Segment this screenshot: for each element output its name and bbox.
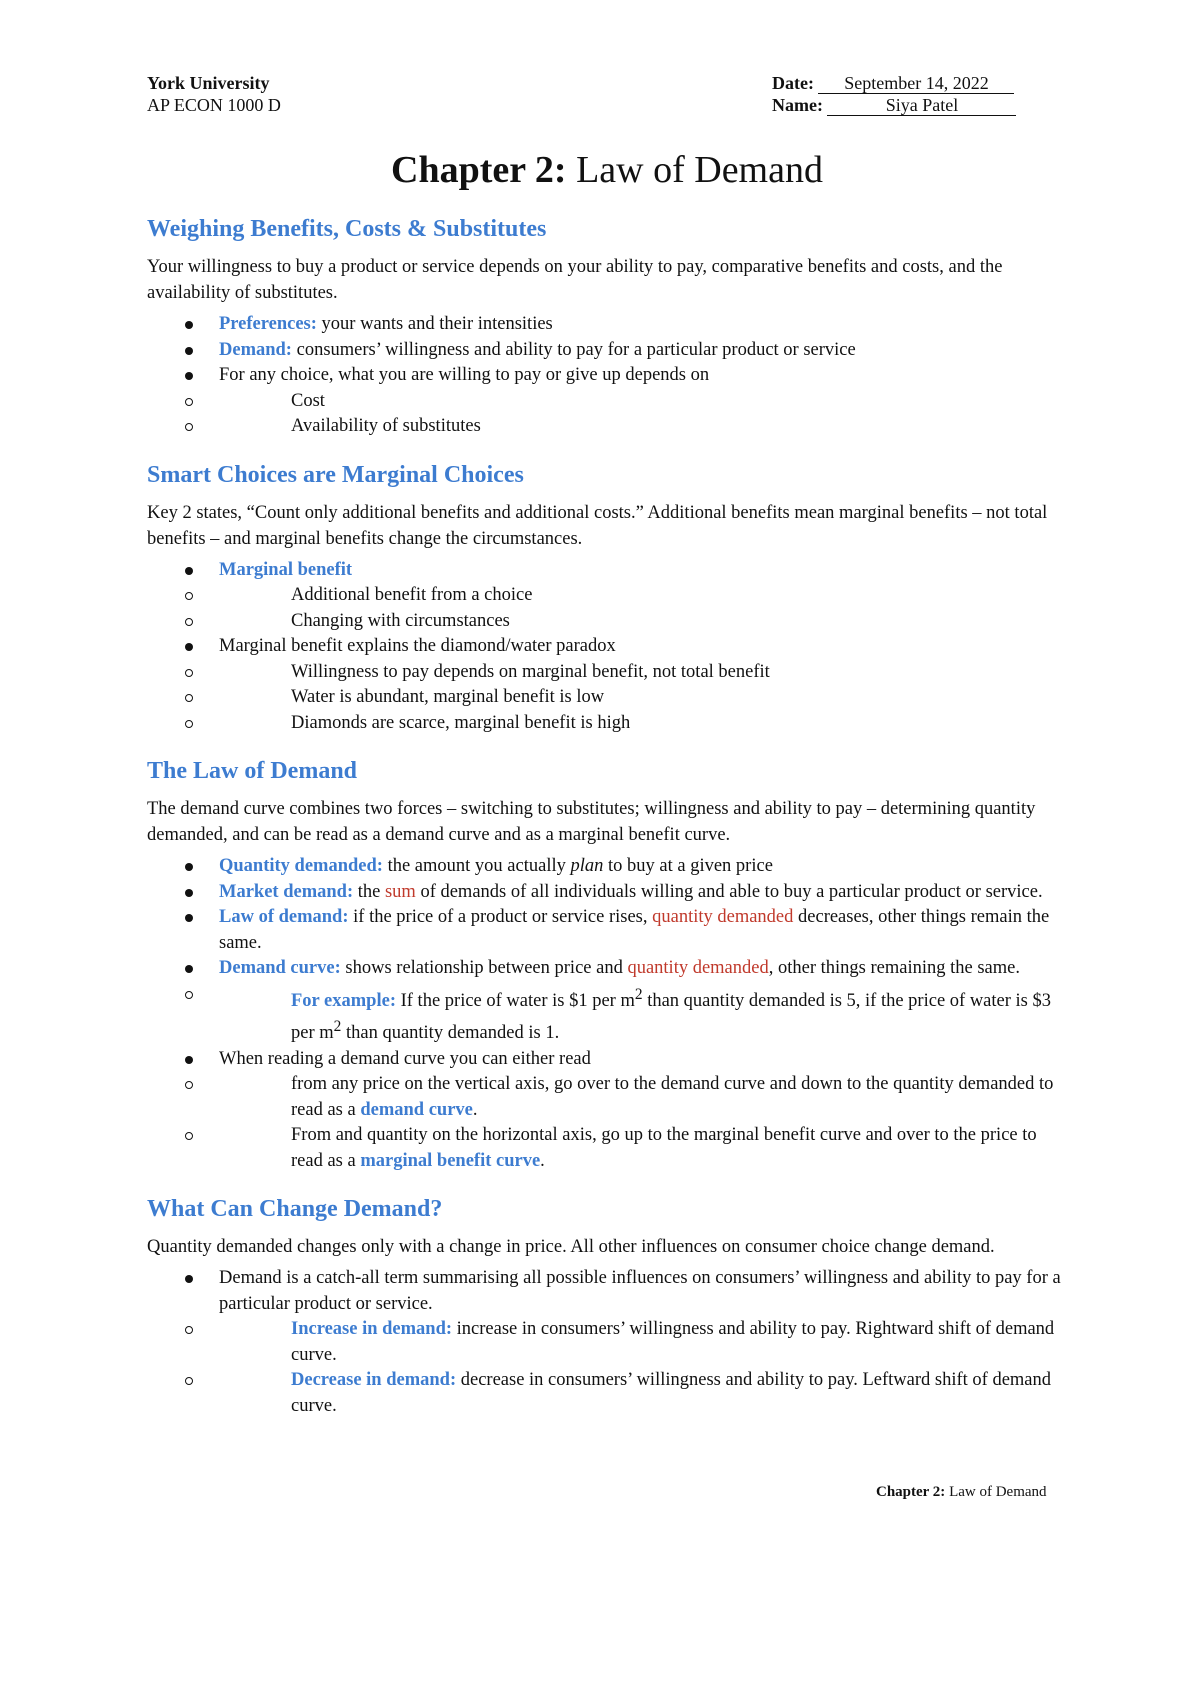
list-what-can-change-demand bbox=[147, 1266, 1067, 1419]
sub-list-item bbox=[219, 583, 1067, 609]
text: from any price on the vertical axis, go over to the demand curve and down to the quantity demanded to read as a bbox=[291, 1074, 1054, 1120]
para-smart-choices: Key 2 states, “Count only additional benefits and additional costs.” Additional benefits mean marginal benefits – not total benefits – and marginal benefits change the circumstances. bbox=[147, 502, 1048, 549]
term-demand-curve-inline: demand curve bbox=[360, 1099, 473, 1120]
list-smart-choices bbox=[147, 558, 1067, 737]
sub-list bbox=[219, 583, 1067, 634]
text: From and quantity on the horizontal axis, go up to the marginal benefit curve and over to the price to read as a bbox=[291, 1125, 1037, 1171]
text: Diamonds are scarce, marginal benefit is high bbox=[291, 712, 631, 733]
text: Marginal benefit explains the diamond/water paradox bbox=[219, 636, 616, 656]
term-increase-in-demand: Increase in demand: bbox=[291, 1319, 453, 1340]
text: decreases, other things remain the same. bbox=[219, 907, 1050, 953]
sub-list-item bbox=[219, 414, 1067, 440]
page-footer bbox=[876, 1484, 1047, 1501]
text: Willingness to pay depends on marginal benefit, not total benefit bbox=[291, 661, 770, 682]
text: if the price of a product or service rises, bbox=[348, 907, 653, 927]
sub-list bbox=[219, 1317, 1067, 1419]
text: Additional benefit from a choice bbox=[291, 585, 533, 605]
text: of demands of all individuals willing and able to buy a particular product or service. bbox=[415, 881, 1043, 902]
text: . bbox=[540, 1150, 545, 1171]
heading-what-can-change-demand: What Can Change Demand? bbox=[147, 1196, 443, 1223]
sub-list bbox=[219, 660, 1067, 737]
term-preferences: Preferences: bbox=[219, 314, 317, 334]
text: decrease in consumers’ willingness and ability to pay. Leftward shift of demand curve. bbox=[291, 1370, 1052, 1416]
text: Cost bbox=[291, 390, 325, 411]
term-market-demand: Market demand: bbox=[219, 881, 354, 902]
sub-list-item bbox=[219, 685, 1067, 711]
term-demand-curve: Demand curve: bbox=[219, 958, 341, 978]
term-quantity-demanded: Quantity demanded: bbox=[219, 856, 383, 876]
bullet-dot-icon bbox=[185, 863, 193, 871]
name-row bbox=[772, 94, 1016, 116]
list-item bbox=[147, 956, 1067, 1047]
footer-rest: Law of Demand bbox=[945, 1484, 1047, 1500]
sub-list-item bbox=[219, 609, 1067, 635]
sub-list-item bbox=[219, 1317, 1067, 1368]
footer-bold: Chapter 2: bbox=[876, 1484, 946, 1500]
date-value: September 14, 2022 bbox=[818, 73, 1014, 94]
bullet-circle-icon bbox=[185, 592, 193, 600]
heading-law-of-demand: The Law of Demand bbox=[147, 758, 358, 784]
text: , other things remaining the same. bbox=[768, 958, 1020, 978]
sub-list-item bbox=[219, 1368, 1067, 1419]
bullet-circle-icon bbox=[185, 720, 193, 728]
name-value: Siya Patel bbox=[827, 95, 1016, 116]
list-item bbox=[147, 634, 1067, 736]
bullet-circle-icon bbox=[185, 423, 193, 431]
date-row bbox=[772, 72, 1016, 94]
list-item bbox=[147, 558, 1067, 635]
text-highlight: sum bbox=[384, 881, 416, 902]
term-decrease-in-demand: Decrease in demand: bbox=[291, 1370, 457, 1391]
text: . bbox=[472, 1099, 478, 1120]
header-right bbox=[772, 72, 1016, 116]
bullet-circle-icon bbox=[185, 1326, 193, 1334]
list-item bbox=[147, 880, 1067, 906]
para-law-of-demand: The demand curve combines two forces – switching to substitutes; willingness and ability to pay – determining quantity demanded, and can be read as a demand curve and as a marginal benefit curve. bbox=[147, 799, 1036, 845]
bullet-circle-icon bbox=[185, 1377, 193, 1385]
sub-list bbox=[219, 389, 1067, 440]
list-item bbox=[147, 854, 1067, 880]
title-rest: Law of Demand bbox=[566, 149, 823, 191]
title-bold: Chapter 2: bbox=[391, 149, 567, 191]
text: Changing with circumstances bbox=[291, 610, 510, 631]
list-item bbox=[147, 312, 1067, 338]
bullet-dot-icon bbox=[185, 347, 193, 355]
bullet-circle-icon bbox=[185, 669, 193, 677]
bullet-circle-icon bbox=[185, 694, 193, 702]
sub-list-item bbox=[219, 660, 1067, 686]
list-item bbox=[147, 338, 1067, 364]
document-header bbox=[147, 72, 1067, 118]
sub-list-item bbox=[219, 1123, 1067, 1174]
bullet-circle-icon bbox=[185, 618, 193, 626]
text: Water is abundant, marginal benefit is low bbox=[291, 687, 605, 707]
list-weighing-benefits bbox=[147, 312, 1067, 440]
bullet-dot-icon bbox=[185, 1275, 193, 1283]
bullet-dot-icon bbox=[185, 889, 193, 897]
list-item bbox=[147, 1047, 1067, 1175]
name-label: Name: bbox=[772, 95, 823, 115]
text: For any choice, what you are willing to pay or give up depends on bbox=[219, 365, 710, 385]
sub-list bbox=[219, 982, 1067, 1047]
bullet-circle-icon bbox=[185, 991, 193, 999]
sub-list-item bbox=[219, 1072, 1067, 1123]
bullet-circle-icon bbox=[185, 1081, 193, 1089]
list-item bbox=[147, 905, 1067, 956]
text: Demand is a catch-all term summarising all possible influences on consumers’ willingness and ability to pay for a particular product or service. bbox=[219, 1268, 1061, 1314]
text: your wants and their intensities bbox=[316, 314, 553, 334]
term-marginal-benefit: Marginal benefit bbox=[219, 559, 353, 580]
term-marginal-benefit-curve: marginal benefit curve bbox=[360, 1150, 541, 1171]
superscript: 2 bbox=[634, 985, 643, 1003]
text: to buy at a given price bbox=[603, 856, 773, 876]
text: If the price of water is $1 per m bbox=[395, 990, 635, 1011]
text: the amount you actually bbox=[382, 856, 571, 876]
term-for-example: For example: bbox=[291, 990, 396, 1011]
date-label: Date: bbox=[772, 73, 814, 93]
bullet-dot-icon bbox=[185, 965, 193, 973]
bullet-dot-icon bbox=[185, 321, 193, 329]
list-item bbox=[147, 1266, 1067, 1419]
bullet-circle-icon bbox=[185, 1132, 193, 1140]
text: the bbox=[353, 881, 385, 902]
text: When reading a demand curve you can either read bbox=[219, 1048, 591, 1069]
para-weighing-benefits: Your willingness to buy a product or service depends on your ability to pay, comparative benefits and costs, and the availability of substitutes. bbox=[147, 257, 1003, 303]
bullet-dot-icon bbox=[185, 643, 193, 651]
term-law-of-demand: Law of demand: bbox=[219, 907, 349, 927]
heading-smart-choices: Smart Choices are Marginal Choices bbox=[147, 461, 524, 488]
text: Availability of substitutes bbox=[291, 416, 481, 436]
bullet-dot-icon bbox=[185, 1056, 193, 1064]
heading-weighing-benefits: Weighing Benefits, Costs & Substitutes bbox=[147, 216, 547, 242]
header-left bbox=[147, 72, 281, 116]
para-what-can-change-demand: Quantity demanded changes only with a change in price. All other influences on consumer choice change demand. bbox=[147, 1237, 995, 1258]
document-page bbox=[147, 72, 1067, 1419]
university-name: York University bbox=[147, 73, 270, 93]
list-law-of-demand bbox=[147, 854, 1067, 1174]
bullet-circle-icon bbox=[185, 398, 193, 406]
text-highlight: quantity demanded bbox=[627, 958, 769, 978]
bullet-dot-icon bbox=[185, 372, 193, 380]
text: than quantity demanded is 1. bbox=[341, 1023, 560, 1044]
term-demand: Demand: bbox=[219, 339, 292, 360]
sub-list-item bbox=[219, 982, 1067, 1047]
course-code: AP ECON 1000 D bbox=[147, 95, 281, 115]
sub-list-item bbox=[219, 389, 1067, 415]
list-item bbox=[147, 363, 1067, 440]
sub-list-item bbox=[219, 711, 1067, 737]
text: increase in consumers’ willingness and ability to pay. Rightward shift of demand curve. bbox=[291, 1319, 1055, 1365]
bullet-dot-icon bbox=[185, 914, 193, 922]
text-highlight: quantity demanded bbox=[652, 907, 794, 927]
text: than quantity demanded is 5, if the price of water is $3 per m bbox=[291, 990, 1051, 1044]
superscript: 2 bbox=[333, 1018, 342, 1036]
bullet-dot-icon bbox=[185, 567, 193, 575]
text: consumers’ willingness and ability to pay for a particular product or service bbox=[291, 339, 856, 360]
text: shows relationship between price and bbox=[340, 958, 628, 978]
page-title bbox=[147, 148, 1067, 192]
sub-list bbox=[219, 1072, 1067, 1174]
text-italic: plan bbox=[570, 856, 604, 876]
